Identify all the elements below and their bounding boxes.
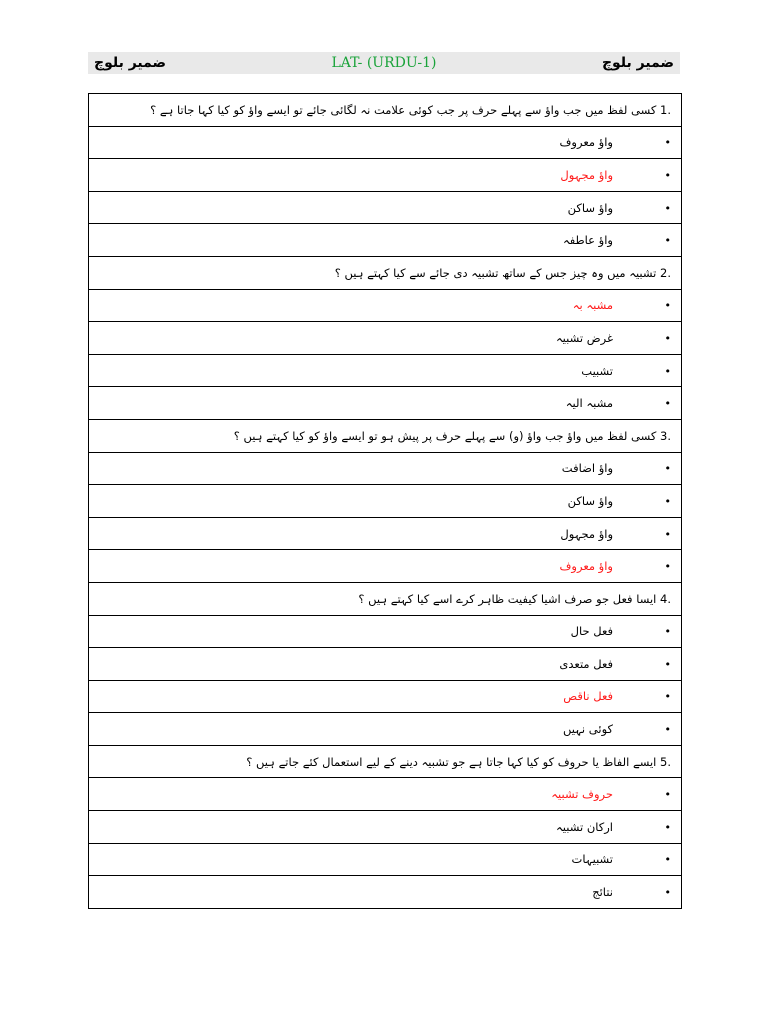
correct-option-text[interactable]: واؤ مجہول: [560, 167, 613, 182]
bullet-icon: •: [664, 853, 671, 867]
bullet-icon: •: [664, 201, 671, 215]
bullet-icon: •: [664, 494, 671, 508]
option-row: [89, 876, 682, 909]
header-author-left: ضمیر بلوچ: [94, 55, 167, 71]
question-row: [89, 419, 682, 452]
option-row: [89, 680, 682, 713]
bullet-icon: •: [664, 234, 671, 248]
question-row: [89, 745, 682, 778]
option-row: [89, 159, 682, 192]
option-row: [89, 811, 682, 844]
question-row: [89, 582, 682, 615]
bullet-icon: •: [664, 657, 671, 671]
bullet-icon: •: [664, 527, 671, 541]
option-row: [89, 485, 682, 518]
option-text[interactable]: واؤ معروف: [559, 135, 613, 150]
bullet-icon: •: [664, 331, 671, 345]
bullet-icon: •: [664, 560, 671, 574]
option-text[interactable]: فعل متعدی: [559, 656, 613, 671]
option-row: [89, 615, 682, 648]
option-text[interactable]: واؤ عاطفہ: [562, 233, 613, 248]
option-text[interactable]: تشبیہات: [571, 852, 613, 867]
bullet-icon: •: [664, 788, 671, 802]
option-row: [89, 289, 682, 322]
correct-option-text[interactable]: حروف تشبیہ: [551, 787, 613, 802]
bullet-icon: •: [664, 723, 671, 737]
correct-option-text[interactable]: مشبہ بہ: [572, 298, 613, 313]
option-text[interactable]: غرض تشبیہ: [555, 330, 613, 345]
bullet-icon: •: [664, 886, 671, 900]
option-text[interactable]: ارکان تشبیہ: [556, 819, 613, 834]
correct-option-text[interactable]: واؤ معروف: [559, 559, 613, 574]
bullet-icon: •: [664, 364, 671, 378]
bullet-icon: •: [664, 462, 671, 476]
question-row: [89, 94, 682, 127]
option-text[interactable]: تشبیب: [581, 363, 613, 378]
bullet-icon: •: [664, 820, 671, 834]
question-text: .5 ایسے الفاظ یا حروف کو کیا کہا جاتا ہے جو تشبیہ دینے کے لیے استعمال کئے جاتے ہیں ؟: [89, 745, 682, 778]
option-text[interactable]: واؤ ساکن: [567, 200, 613, 215]
question-text: .4 ایسا فعل جو صرف اشیا کیفیت ظاہر کرے اسے کیا کہتے ہیں ؟: [89, 582, 682, 615]
option-row: [89, 550, 682, 583]
option-row: [89, 224, 682, 257]
option-text[interactable]: واؤ مجہول: [560, 526, 613, 541]
page-header: [88, 52, 680, 74]
option-text[interactable]: واؤ ساکن: [567, 493, 613, 508]
question-text: .2 تشبیہ میں وہ چیز جس کے ساتھ تشبیہ دی جائے سے کیا کہتے ہیں ؟: [89, 256, 682, 289]
bullet-icon: •: [664, 136, 671, 150]
option-row: [89, 648, 682, 681]
option-row: [89, 452, 682, 485]
option-row: [89, 191, 682, 224]
question-text: .1 کسی لفظ میں جب واؤ سے پہلے حرف پر جب کوئی علامت نہ لگائی جائے تو ایسے واؤ کو کیا کہا جاتا ہے ؟: [89, 94, 682, 127]
option-text[interactable]: مشبہ الیہ: [565, 396, 613, 411]
option-row: [89, 517, 682, 550]
option-text[interactable]: واؤ اضافت: [561, 461, 613, 476]
bullet-icon: •: [664, 690, 671, 704]
bullet-icon: •: [664, 168, 671, 182]
bullet-icon: •: [664, 625, 671, 639]
option-row: [89, 387, 682, 420]
option-text[interactable]: نتائج: [592, 885, 613, 900]
header-author-right: ضمیر بلوچ: [601, 55, 674, 71]
header-title: LAT- (URDU-1): [331, 55, 437, 71]
question-row: [89, 256, 682, 289]
option-text[interactable]: فعل حال: [570, 624, 613, 639]
option-row: [89, 126, 682, 159]
option-text[interactable]: کوئی نہیں: [562, 722, 613, 737]
bullet-icon: •: [664, 397, 671, 411]
quiz-table: [88, 93, 682, 909]
option-row: [89, 778, 682, 811]
correct-option-text[interactable]: فعل ناقص: [563, 689, 613, 704]
option-row: [89, 843, 682, 876]
bullet-icon: •: [664, 299, 671, 313]
question-text: .3 کسی لفظ میں واؤ جب واؤ (و) سے پہلے حرف پر پیش ہو تو ایسے واؤ کو کیا کہتے ہیں ؟: [89, 419, 682, 452]
option-row: [89, 354, 682, 387]
option-row: [89, 322, 682, 355]
option-row: [89, 713, 682, 746]
